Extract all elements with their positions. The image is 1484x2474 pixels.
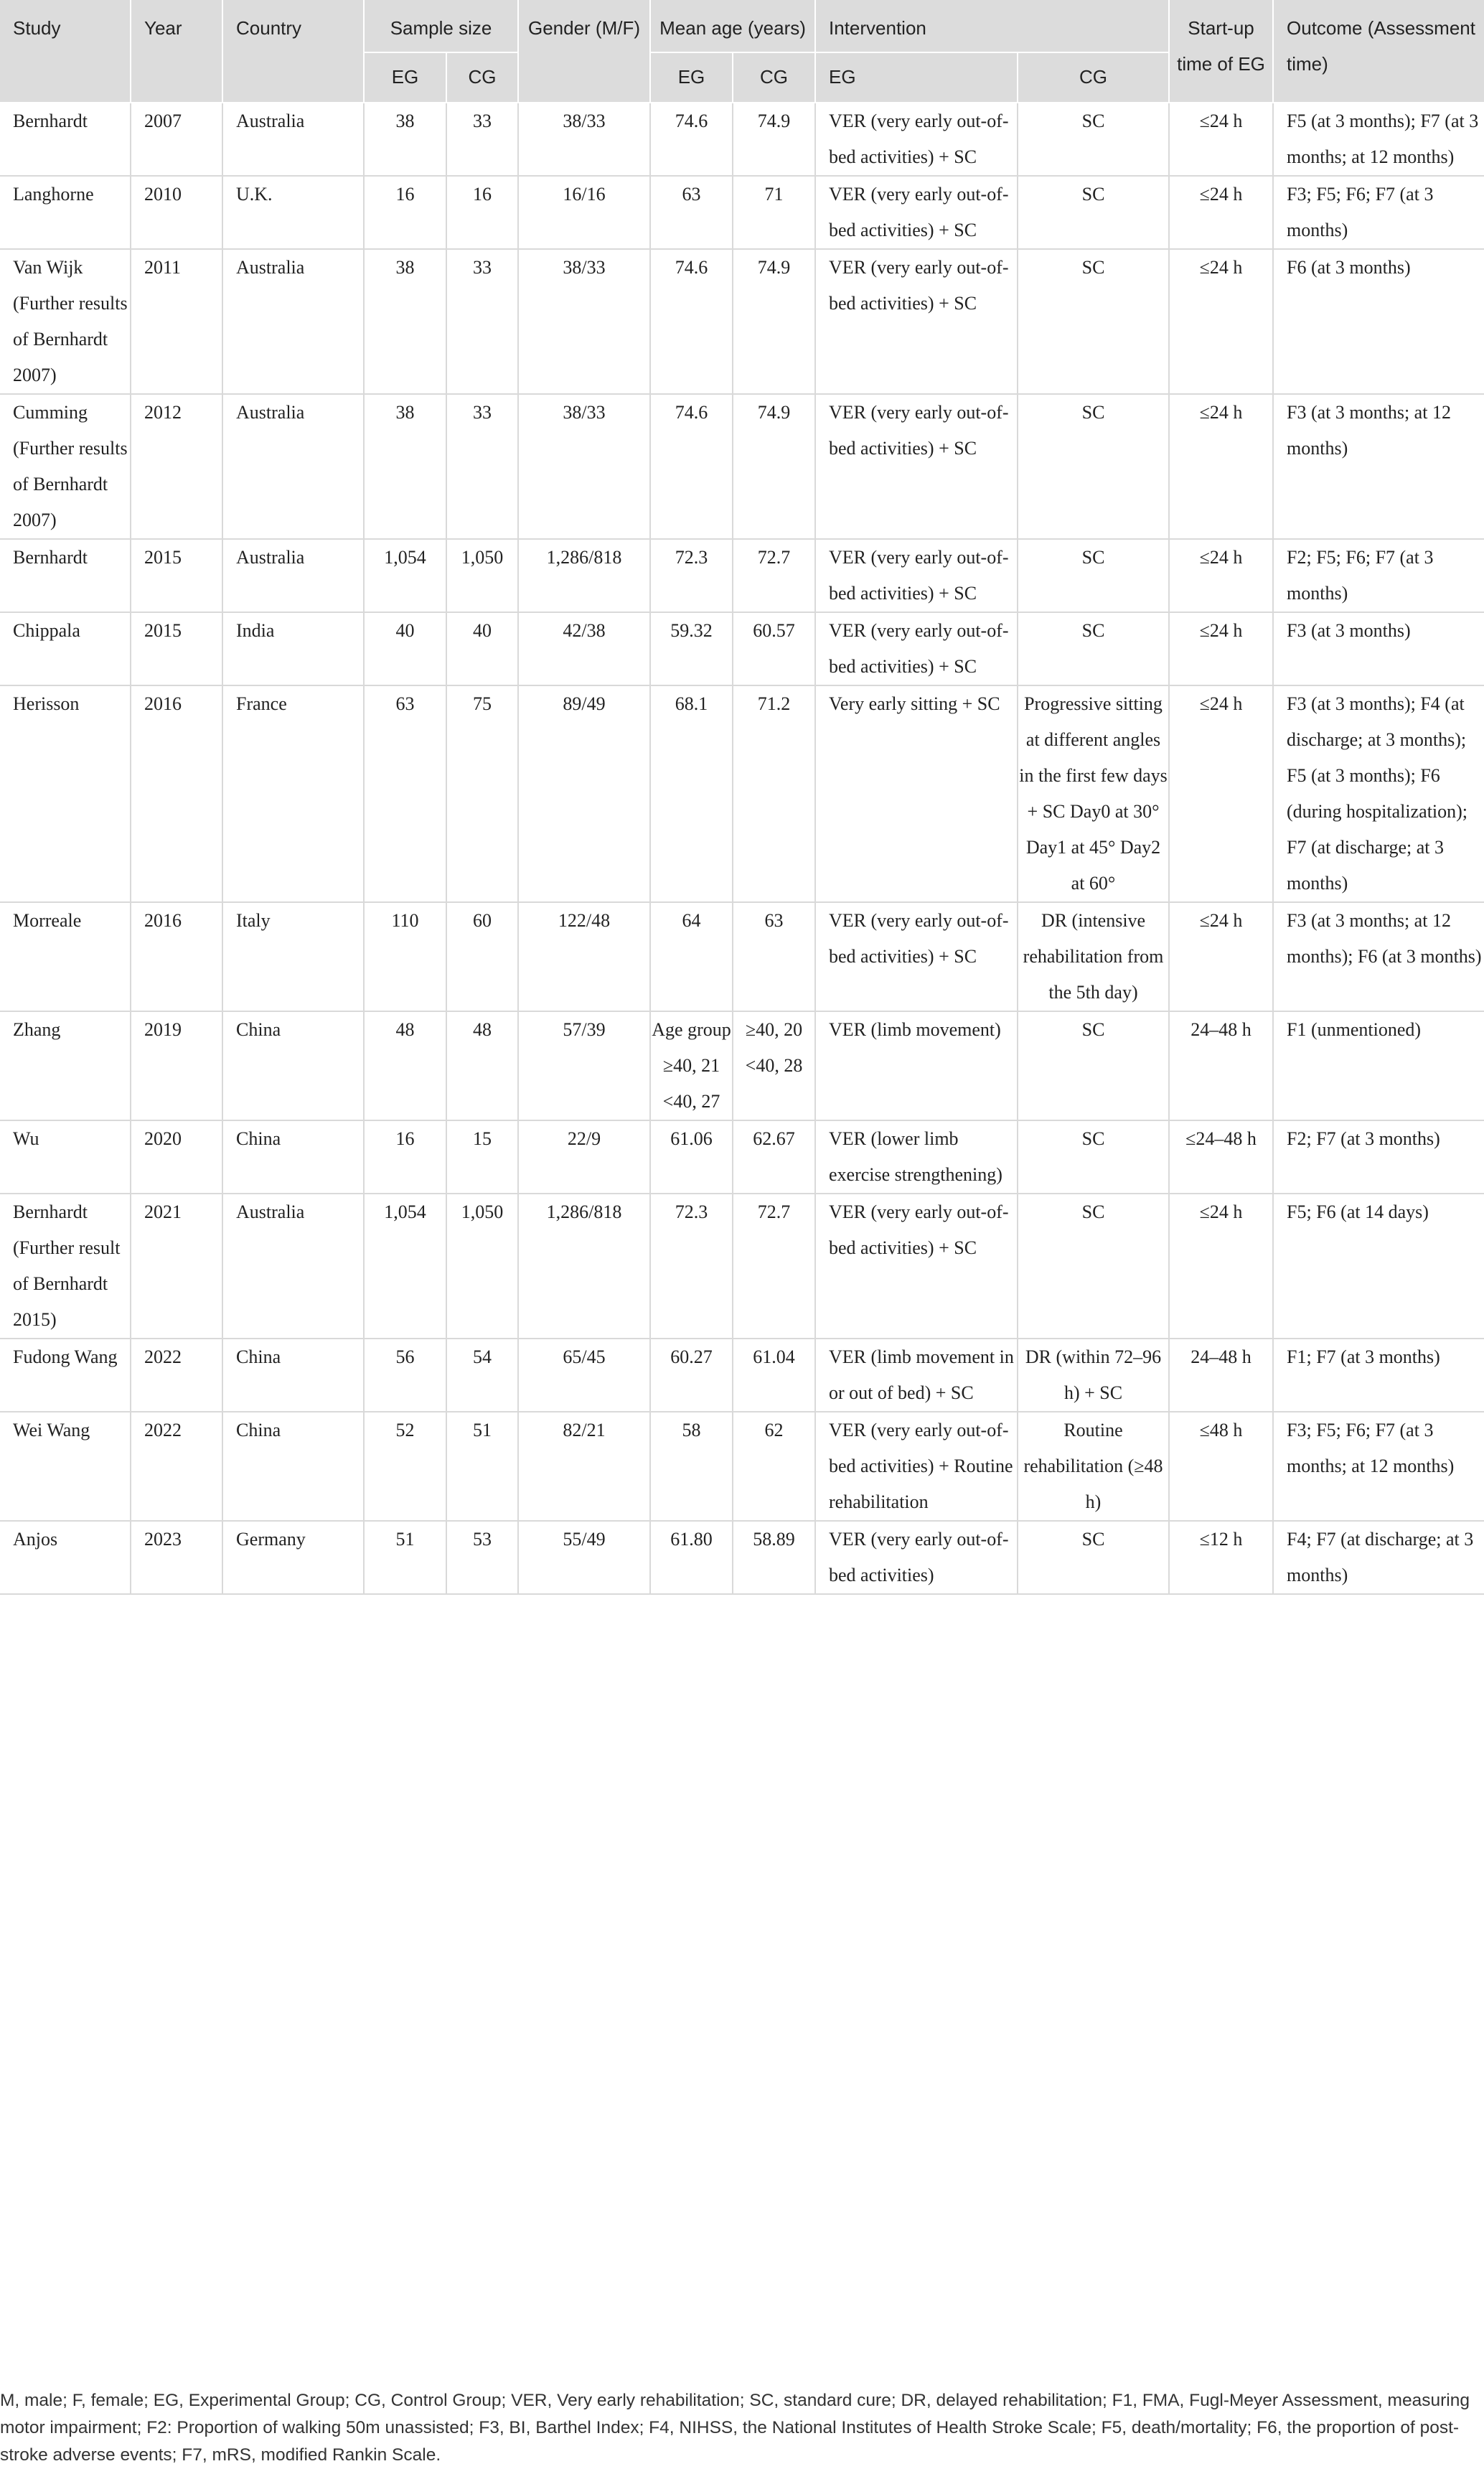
header-intervention-eg: EG — [815, 52, 1018, 103]
cell-year: 2022 — [131, 1339, 222, 1412]
cell-year: 2022 — [131, 1412, 222, 1521]
table-row — [0, 685, 1484, 902]
cell-gender: 82/21 — [518, 1412, 650, 1521]
cell-eg-n: 63 — [364, 685, 446, 902]
cell-cg-age: 71.2 — [733, 685, 815, 902]
cell-cg-intervention: Progressive sitting at different angles in the first few days + SC Day0 at 30° Day1 at 45° Day2 at 60° — [1018, 685, 1169, 902]
cell-gender: 38/33 — [518, 249, 650, 394]
cell-eg-age: 72.3 — [650, 539, 733, 612]
cell-startup: ≤24 h — [1169, 176, 1273, 249]
cell-outcome: F5; F6 (at 14 days) — [1273, 1194, 1484, 1339]
table-row — [0, 1194, 1484, 1339]
cell-eg-n: 48 — [364, 1011, 446, 1120]
cell-cg-intervention: SC — [1018, 249, 1169, 394]
cell-cg-intervention: SC — [1018, 612, 1169, 685]
header-study: Study — [0, 0, 131, 103]
cell-year: 2023 — [131, 1521, 222, 1594]
cell-cg-intervention: SC — [1018, 1521, 1169, 1594]
cell-country: Australia — [222, 249, 364, 394]
cell-startup: ≤24 h — [1169, 394, 1273, 539]
cell-cg-age: ≥40, 20 <40, 28 — [733, 1011, 815, 1120]
cell-outcome: F3 (at 3 months); F4 (at discharge; at 3 months); F5 (at 3 months); F6 (during hospitalization); F7 (at discharge; at 3 months) — [1273, 685, 1484, 902]
cell-cg-age: 72.7 — [733, 539, 815, 612]
header-startup-time: Start-up time of EG — [1169, 0, 1273, 103]
cell-eg-n: 38 — [364, 103, 446, 176]
cell-cg-intervention: SC — [1018, 394, 1169, 539]
cell-startup: ≤24 h — [1169, 539, 1273, 612]
cell-study: Wu — [0, 1120, 131, 1194]
cell-year: 2015 — [131, 539, 222, 612]
cell-cg-n: 15 — [446, 1120, 518, 1194]
cell-startup: ≤24 h — [1169, 685, 1273, 902]
cell-country: Australia — [222, 539, 364, 612]
table-row — [0, 176, 1484, 249]
cell-startup: 24–48 h — [1169, 1339, 1273, 1412]
cell-eg-age: 61.80 — [650, 1521, 733, 1594]
cell-year: 2016 — [131, 902, 222, 1011]
cell-study: Fudong Wang — [0, 1339, 131, 1412]
header-mean-age: Mean age (years) — [650, 0, 815, 52]
table-header — [0, 0, 1484, 103]
cell-year: 2020 — [131, 1120, 222, 1194]
cell-year: 2015 — [131, 612, 222, 685]
cell-cg-n: 48 — [446, 1011, 518, 1120]
cell-outcome: F3 (at 3 months; at 12 months); F6 (at 3 months) — [1273, 902, 1484, 1011]
cell-eg-intervention: VER (lower limb exercise strengthening) — [815, 1120, 1018, 1194]
cell-eg-age: 74.6 — [650, 394, 733, 539]
cell-year: 2021 — [131, 1194, 222, 1339]
cell-eg-age: 68.1 — [650, 685, 733, 902]
cell-cg-n: 16 — [446, 176, 518, 249]
cell-startup: ≤24 h — [1169, 1194, 1273, 1339]
cell-cg-intervention: SC — [1018, 103, 1169, 176]
cell-outcome: F1; F7 (at 3 months) — [1273, 1339, 1484, 1412]
cell-cg-n: 53 — [446, 1521, 518, 1594]
cell-gender: 1,286/818 — [518, 1194, 650, 1339]
cell-eg-n: 1,054 — [364, 1194, 446, 1339]
cell-country: France — [222, 685, 364, 902]
cell-cg-n: 1,050 — [446, 539, 518, 612]
cell-cg-age: 74.9 — [733, 394, 815, 539]
cell-cg-n: 60 — [446, 902, 518, 1011]
cell-country: China — [222, 1120, 364, 1194]
cell-cg-intervention: SC — [1018, 1194, 1169, 1339]
cell-eg-intervention: VER (very early out-of-bed activities) + SC — [815, 249, 1018, 394]
cell-cg-n: 75 — [446, 685, 518, 902]
cell-eg-age: 58 — [650, 1412, 733, 1521]
cell-startup: ≤24 h — [1169, 902, 1273, 1011]
cell-year: 2011 — [131, 249, 222, 394]
cell-startup: ≤24 h — [1169, 103, 1273, 176]
cell-study: Van Wijk (Further results of Bernhardt 2007) — [0, 249, 131, 394]
cell-year: 2012 — [131, 394, 222, 539]
table-row — [0, 1120, 1484, 1194]
cell-eg-n: 38 — [364, 394, 446, 539]
cell-eg-n: 40 — [364, 612, 446, 685]
cell-cg-age: 58.89 — [733, 1521, 815, 1594]
cell-cg-n: 33 — [446, 394, 518, 539]
cell-cg-age: 71 — [733, 176, 815, 249]
cell-cg-n: 1,050 — [446, 1194, 518, 1339]
table-row — [0, 612, 1484, 685]
cell-cg-age: 74.9 — [733, 249, 815, 394]
header-outcome: Outcome (Assessment time) — [1273, 0, 1484, 103]
cell-eg-intervention: VER (limb movement in or out of bed) + SC — [815, 1339, 1018, 1412]
cell-startup: ≤24 h — [1169, 612, 1273, 685]
cell-country: Germany — [222, 1521, 364, 1594]
cell-study: Cumming (Further results of Bernhardt 2007) — [0, 394, 131, 539]
cell-outcome: F3 (at 3 months) — [1273, 612, 1484, 685]
cell-gender: 16/16 — [518, 176, 650, 249]
cell-outcome: F2; F7 (at 3 months) — [1273, 1120, 1484, 1194]
table-body — [0, 103, 1484, 1594]
table-row — [0, 902, 1484, 1011]
cell-study: Langhorne — [0, 176, 131, 249]
cell-eg-intervention: VER (very early out-of-bed activities) + SC — [815, 1194, 1018, 1339]
cell-eg-intervention: Very early sitting + SC — [815, 685, 1018, 902]
cell-country: U.K. — [222, 176, 364, 249]
cell-eg-n: 38 — [364, 249, 446, 394]
cell-cg-intervention: Routine rehabilitation (≥48 h) — [1018, 1412, 1169, 1521]
cell-eg-n: 16 — [364, 1120, 446, 1194]
cell-study: Bernhardt — [0, 539, 131, 612]
cell-eg-age: 72.3 — [650, 1194, 733, 1339]
cell-cg-age: 62 — [733, 1412, 815, 1521]
header-sample-cg: CG — [446, 52, 518, 103]
cell-study: Chippala — [0, 612, 131, 685]
cell-eg-age: 74.6 — [650, 249, 733, 394]
cell-outcome: F6 (at 3 months) — [1273, 249, 1484, 394]
cell-gender: 89/49 — [518, 685, 650, 902]
cell-country: China — [222, 1412, 364, 1521]
header-country: Country — [222, 0, 364, 103]
cell-year: 2019 — [131, 1011, 222, 1120]
cell-eg-intervention: VER (very early out-of-bed activities) — [815, 1521, 1018, 1594]
cell-year: 2010 — [131, 176, 222, 249]
cell-eg-intervention: VER (very early out-of-bed activities) + SC — [815, 902, 1018, 1011]
cell-gender: 1,286/818 — [518, 539, 650, 612]
cell-gender: 55/49 — [518, 1521, 650, 1594]
cell-eg-age: 60.27 — [650, 1339, 733, 1412]
cell-gender: 65/45 — [518, 1339, 650, 1412]
cell-gender: 38/33 — [518, 103, 650, 176]
cell-study: Morreale — [0, 902, 131, 1011]
cell-outcome: F2; F5; F6; F7 (at 3 months) — [1273, 539, 1484, 612]
table-row — [0, 1412, 1484, 1521]
cell-outcome: F3 (at 3 months; at 12 months) — [1273, 394, 1484, 539]
table-row — [0, 394, 1484, 539]
cell-country: India — [222, 612, 364, 685]
cell-eg-intervention: VER (very early out-of-bed activities) + Routine rehabilitation — [815, 1412, 1018, 1521]
header-intervention-cg: CG — [1018, 52, 1169, 103]
cell-cg-intervention: DR (intensive rehabilitation from the 5th day) — [1018, 902, 1169, 1011]
cell-startup: 24–48 h — [1169, 1011, 1273, 1120]
cell-outcome: F1 (unmentioned) — [1273, 1011, 1484, 1120]
cell-gender: 122/48 — [518, 902, 650, 1011]
cell-cg-intervention: SC — [1018, 1120, 1169, 1194]
cell-study: Anjos — [0, 1521, 131, 1594]
cell-eg-n: 52 — [364, 1412, 446, 1521]
cell-eg-intervention: VER (very early out-of-bed activities) + SC — [815, 539, 1018, 612]
cell-country: Australia — [222, 103, 364, 176]
cell-cg-age: 60.57 — [733, 612, 815, 685]
cell-cg-age: 62.67 — [733, 1120, 815, 1194]
cell-year: 2016 — [131, 685, 222, 902]
cell-eg-n: 110 — [364, 902, 446, 1011]
table-footnote: M, male; F, female; EG, Experimental Group; CG, Control Group; VER, Very early rehabilitation; SC, standard cure; DR, delayed rehabilitation; F1, FMA, Fugl-Meyer Assessment, measuring motor impairment; F2: Proportion of walking 50m unassisted; F3, BI, Barthel Index; F4, NIHSS, the National Institutes of Health Stroke Scale; F5, death/mortality; F6, the proportion of post-stroke adverse events; F7, mRS, modified Rankin Scale. — [0, 2391, 1470, 2465]
cell-eg-age: 59.32 — [650, 612, 733, 685]
cell-outcome: F5 (at 3 months); F7 (at 3 months; at 12 months) — [1273, 103, 1484, 176]
cell-eg-intervention: VER (very early out-of-bed activities) + SC — [815, 612, 1018, 685]
cell-startup: ≤24–48 h — [1169, 1120, 1273, 1194]
header-age-eg: EG — [650, 52, 733, 103]
cell-eg-n: 16 — [364, 176, 446, 249]
cell-cg-n: 54 — [446, 1339, 518, 1412]
cell-eg-age: 61.06 — [650, 1120, 733, 1194]
cell-cg-age: 74.9 — [733, 103, 815, 176]
cell-eg-age: Age group ≥40, 21 <40, 27 — [650, 1011, 733, 1120]
cell-cg-age: 61.04 — [733, 1339, 815, 1412]
cell-cg-n: 51 — [446, 1412, 518, 1521]
table-row — [0, 103, 1484, 176]
cell-eg-intervention: VER (very early out-of-bed activities) + SC — [815, 176, 1018, 249]
cell-country: Australia — [222, 394, 364, 539]
cell-gender: 57/39 — [518, 1011, 650, 1120]
cell-outcome: F4; F7 (at discharge; at 3 months) — [1273, 1521, 1484, 1594]
cell-startup: ≤24 h — [1169, 249, 1273, 394]
cell-eg-n: 56 — [364, 1339, 446, 1412]
cell-eg-n: 51 — [364, 1521, 446, 1594]
cell-startup: ≤48 h — [1169, 1412, 1273, 1521]
cell-year: 2007 — [131, 103, 222, 176]
cell-country: Australia — [222, 1194, 364, 1339]
table-row — [0, 1521, 1484, 1594]
header-gender: Gender (M/F) — [518, 0, 650, 103]
cell-eg-intervention: VER (very early out-of-bed activities) + SC — [815, 103, 1018, 176]
cell-gender: 38/33 — [518, 394, 650, 539]
table-row — [0, 539, 1484, 612]
header-age-cg: CG — [733, 52, 815, 103]
cell-eg-intervention: VER (limb movement) — [815, 1011, 1018, 1120]
cell-eg-intervention: VER (very early out-of-bed activities) + SC — [815, 394, 1018, 539]
cell-cg-intervention: SC — [1018, 176, 1169, 249]
cell-cg-intervention: DR (within 72–96 h) + SC — [1018, 1339, 1169, 1412]
table-row — [0, 1011, 1484, 1120]
cell-eg-age: 63 — [650, 176, 733, 249]
cell-outcome: F3; F5; F6; F7 (at 3 months; at 12 months) — [1273, 1412, 1484, 1521]
cell-cg-age: 63 — [733, 902, 815, 1011]
cell-country: Italy — [222, 902, 364, 1011]
cell-study: Bernhardt — [0, 103, 131, 176]
cell-study: Herisson — [0, 685, 131, 902]
cell-country: China — [222, 1339, 364, 1412]
header-intervention: Intervention — [815, 0, 1169, 52]
cell-study: Bernhardt (Further result of Bernhardt 2015) — [0, 1194, 131, 1339]
header-year: Year — [131, 0, 222, 103]
table-row — [0, 1339, 1484, 1412]
header-sample-eg: EG — [364, 52, 446, 103]
cell-eg-n: 1,054 — [364, 539, 446, 612]
header-sample-size: Sample size — [364, 0, 518, 52]
cell-eg-age: 64 — [650, 902, 733, 1011]
cell-cg-n: 40 — [446, 612, 518, 685]
cell-study: Zhang — [0, 1011, 131, 1120]
cell-outcome: F3; F5; F6; F7 (at 3 months) — [1273, 176, 1484, 249]
cell-cg-n: 33 — [446, 249, 518, 394]
cell-country: China — [222, 1011, 364, 1120]
cell-gender: 22/9 — [518, 1120, 650, 1194]
table-row — [0, 249, 1484, 394]
cell-startup: ≤12 h — [1169, 1521, 1273, 1594]
cell-cg-age: 72.7 — [733, 1194, 815, 1339]
cell-cg-intervention: SC — [1018, 539, 1169, 612]
cell-gender: 42/38 — [518, 612, 650, 685]
cell-study: Wei Wang — [0, 1412, 131, 1521]
cell-cg-n: 33 — [446, 103, 518, 176]
cell-eg-age: 74.6 — [650, 103, 733, 176]
cell-cg-intervention: SC — [1018, 1011, 1169, 1120]
